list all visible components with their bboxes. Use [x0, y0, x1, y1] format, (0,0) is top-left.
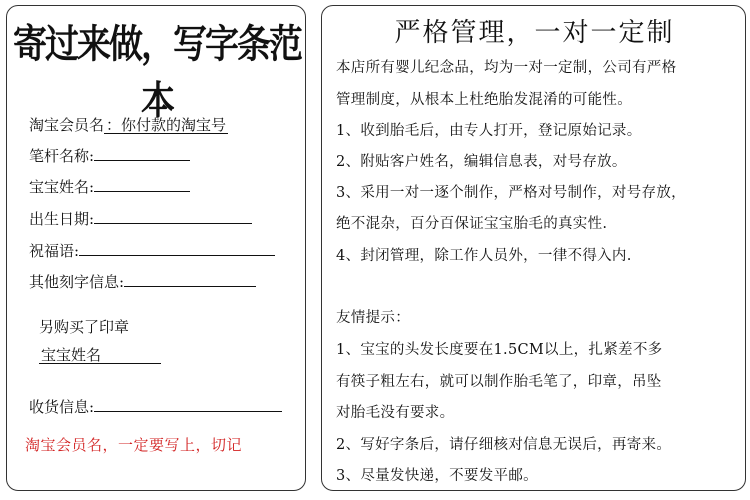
field-label: 收货信息: [29, 398, 95, 416]
field-label: 其他刻字信息: [29, 273, 125, 291]
field-blank-line [94, 397, 282, 412]
policy-item-2: 2、附贴客户姓名，编辑信息表，对号存放。 [336, 154, 627, 170]
tip-item-3: 3、尽量发快递，不要发平邮。 [336, 468, 538, 484]
field-blank-line [79, 241, 275, 256]
policy-item-3-cont: 绝不混杂，百分百保证宝宝胎毛的真实性. [336, 216, 608, 232]
stamp-name-label: 宝宝姓名 [39, 347, 161, 364]
tip-item-1-cont: 有筷子粗左右，就可以制作胎毛笔了，印章，吊坠 [336, 374, 662, 390]
field-receive-info [29, 396, 282, 417]
policy-item-3: 3、采用一对一逐个制作，严格对号制作，对号存放， [336, 185, 686, 201]
field-label: 淘宝会员名 [29, 116, 105, 134]
field-value: ：你付款的淘宝号 [106, 116, 227, 134]
field-baby-name [29, 176, 190, 197]
important-note: 淘宝会员名，一定要写上，切记 [25, 436, 243, 454]
field-blank-line [94, 177, 190, 192]
field-blank-line [94, 209, 252, 224]
field-label: 出生日期: [29, 210, 95, 228]
field-blessing [29, 240, 275, 261]
sample-note-title: 寄过来做，写字条范本 [13, 21, 301, 125]
policy-paragraph: 管理制度，从根本上杜绝胎发混淆的可能性。 [336, 92, 632, 108]
management-policy-card [321, 5, 746, 491]
policy-item-1: 1、收到胎毛后，由专人打开，登记原始记录。 [336, 123, 642, 139]
sample-note-card [6, 5, 306, 491]
field-taobao-member [29, 114, 228, 135]
policy-title: 严格管理，一对一定制 [394, 18, 675, 48]
tip-item-1: 1、宝宝的头发长度要在1.5CM以上，扎紧差不多 [336, 342, 663, 358]
field-blank-line [94, 146, 190, 161]
field-label: 笔杆名称: [29, 147, 95, 165]
tips-heading: 友情提示： [336, 310, 410, 326]
field-other-engraving [29, 271, 256, 292]
stamp-baby-name [39, 346, 161, 364]
tip-item-1-cont: 对胎毛没有要求。 [336, 405, 455, 421]
field-label: 祝福语: [29, 242, 80, 260]
field-label: 宝宝姓名: [29, 178, 95, 196]
field-birth-date [29, 208, 252, 229]
tip-item-2: 2、写好字条后，请仔细核对信息无误后，再寄来。 [336, 437, 672, 453]
policy-paragraph: 本店所有婴儿纪念品，均为一对一定制，公司有严格 [336, 60, 677, 76]
policy-item-4: 4、封闭管理，除工作人员外，一律不得入内. [336, 248, 632, 264]
field-blank-line [124, 272, 256, 287]
field-pen-name [29, 145, 190, 166]
extra-stamp-label: 另购买了印章 [39, 318, 130, 336]
